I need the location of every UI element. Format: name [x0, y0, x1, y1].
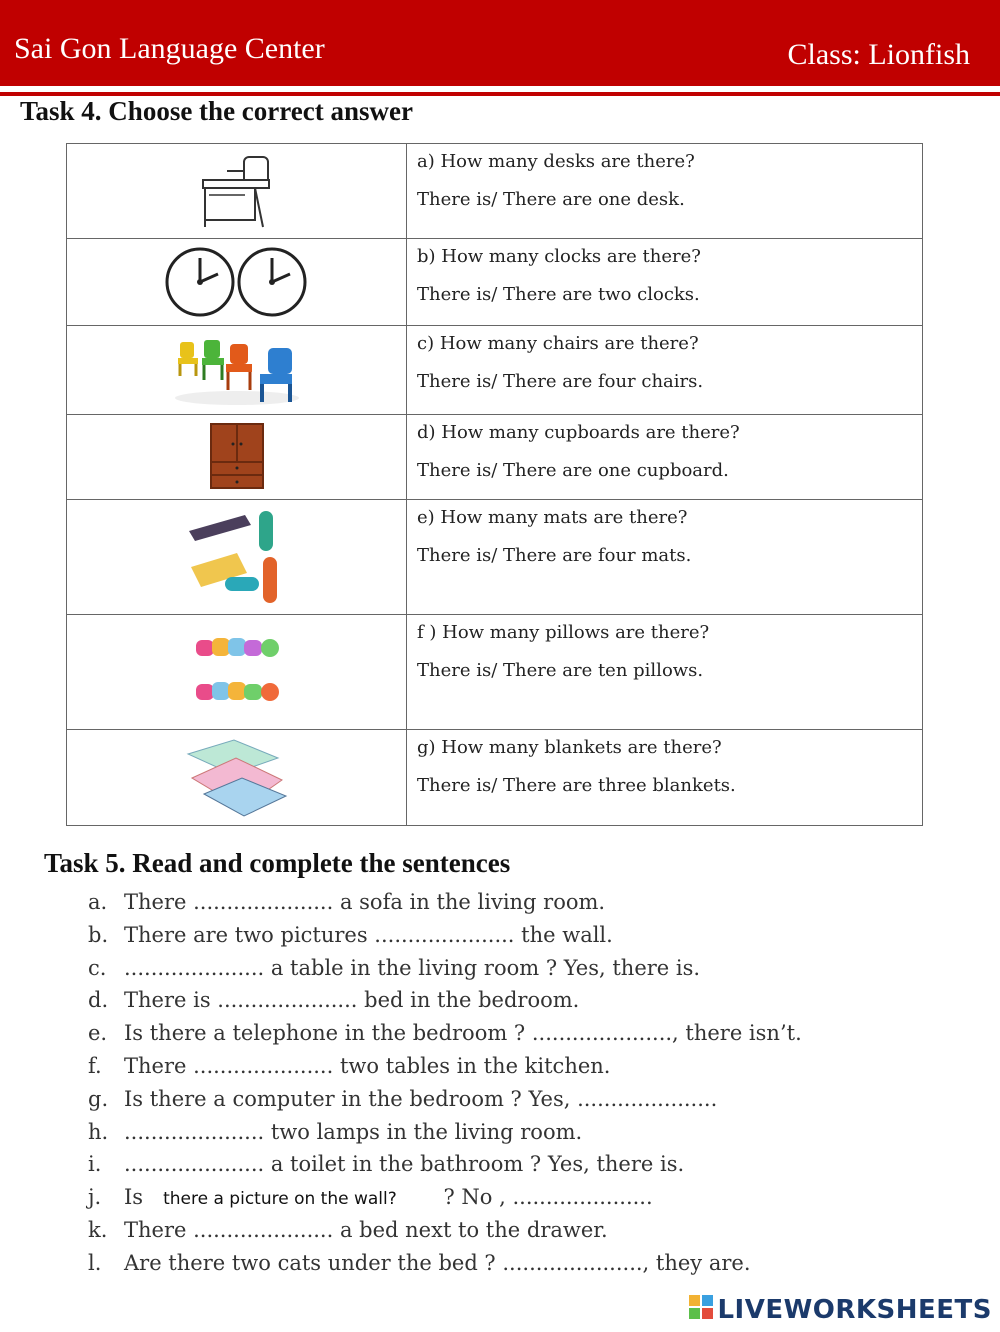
list-item — [88, 1052, 968, 1085]
table-row — [67, 615, 923, 730]
table-row — [67, 415, 923, 500]
question-cell — [407, 326, 923, 415]
class-label: Class: Lionfish — [787, 38, 970, 71]
clock-icon — [164, 246, 310, 318]
list-item — [88, 921, 968, 954]
desk-icon — [197, 153, 277, 229]
liveworksheets-logo — [689, 1295, 992, 1326]
item-letter: c. — [88, 955, 107, 980]
answer-choice[interactable]: There is/ There are two clocks. — [417, 284, 700, 305]
item-letter: d. — [88, 988, 109, 1013]
inline-answer-field[interactable]: there a picture on the wall? — [163, 1189, 397, 1210]
item-letter: h. — [88, 1119, 109, 1144]
task4-title: Task 4. Choose the correct answer — [20, 96, 413, 126]
picture-cell — [67, 615, 407, 730]
item-text[interactable]: Are there two cats under the bed ? ....................., they are. — [124, 1250, 751, 1275]
brand-name: Sai Gon Language Center — [14, 32, 325, 65]
list-item — [88, 1150, 968, 1183]
question-cell — [407, 730, 923, 826]
list-item — [88, 1216, 968, 1249]
item-text[interactable]: There is ..................... bed in the bedroom. — [124, 988, 580, 1013]
answer-choice[interactable]: There is/ There are three blankets. — [417, 775, 736, 796]
item-text[interactable]: ..................... a table in the living room ? Yes, there is. — [124, 955, 701, 980]
question-text: b) How many clocks are there? — [417, 246, 701, 267]
table-row — [67, 730, 923, 826]
answer-choice[interactable]: There is/ There are four mats. — [417, 545, 692, 566]
item-text[interactable]: ..................... a toilet in the bathroom ? Yes, there is. — [124, 1152, 685, 1177]
table-row — [67, 144, 923, 239]
list-item — [88, 1249, 968, 1282]
item-text[interactable]: Is there a telephone in the bedroom ? ....................., there isn’t. — [124, 1021, 802, 1046]
item-letter: k. — [88, 1217, 108, 1242]
item-letter: b. — [88, 922, 109, 947]
mat-icon — [185, 507, 289, 607]
list-item — [88, 1118, 968, 1151]
list-item — [88, 1019, 968, 1052]
item-letter: f. — [88, 1053, 102, 1078]
cupboard-icon — [207, 422, 267, 492]
item-text[interactable]: There ..................... a bed next to the drawer. — [124, 1217, 608, 1242]
list-item — [88, 1085, 968, 1118]
item-text[interactable]: There are two pictures ..................... the wall. — [124, 922, 613, 947]
task5-title: Task 5. Read and complete the sentences — [44, 848, 511, 878]
question-text: e) How many mats are there? — [417, 507, 688, 528]
list-item — [88, 986, 968, 1019]
item-text-before: Is — [124, 1185, 144, 1210]
item-letter: e. — [88, 1021, 108, 1046]
table-row — [67, 239, 923, 326]
item-letter: g. — [88, 1086, 109, 1111]
question-cell — [407, 415, 923, 500]
question-cell — [407, 239, 923, 326]
logo-text: LIVEWORKSHEETS — [717, 1295, 992, 1325]
picture-cell — [67, 730, 407, 826]
item-letter: j. — [88, 1185, 102, 1210]
list-item — [88, 954, 968, 987]
item-text[interactable]: There ..................... a sofa in the living room. — [124, 890, 606, 914]
picture-cell — [67, 415, 407, 500]
answer-choice[interactable]: There is/ There are ten pillows. — [417, 660, 704, 681]
list-item — [88, 1183, 968, 1216]
answer-choice[interactable]: There is/ There are one cupboard. — [417, 460, 729, 481]
item-text[interactable]: There ..................... two tables in the kitchen. — [124, 1053, 611, 1078]
question-cell — [407, 500, 923, 615]
item-letter: a. — [88, 890, 108, 914]
answer-choice[interactable]: There is/ There are one desk. — [417, 189, 685, 210]
question-text: a) How many desks are there? — [417, 151, 695, 172]
chair-icon — [172, 334, 302, 406]
task4-table — [66, 143, 923, 826]
question-text: d) How many cupboards are there? — [417, 422, 740, 443]
task5-list — [88, 888, 968, 1282]
item-letter: l. — [88, 1250, 102, 1275]
item-text-after[interactable]: ? No , ..................... — [443, 1185, 653, 1210]
item-text[interactable]: Is there a computer in the bedroom ? Yes, ..................... — [124, 1086, 718, 1111]
list-item — [88, 888, 968, 921]
item-letter: i. — [88, 1152, 102, 1177]
picture-cell — [67, 500, 407, 615]
question-cell — [407, 144, 923, 239]
question-cell — [407, 615, 923, 730]
header-banner — [0, 0, 1000, 92]
picture-cell — [67, 144, 407, 239]
blanket-icon — [182, 738, 292, 818]
logo-mark-icon — [689, 1295, 713, 1326]
question-text: f ) How many pillows are there? — [417, 622, 710, 643]
picture-cell — [67, 326, 407, 415]
table-row — [67, 326, 923, 415]
answer-choice[interactable]: There is/ There are four chairs. — [417, 371, 704, 392]
question-text: g) How many blankets are there? — [417, 737, 722, 758]
item-text[interactable]: ..................... two lamps in the living room. — [124, 1119, 583, 1144]
question-text: c) How many chairs are there? — [417, 333, 699, 354]
picture-cell — [67, 239, 407, 326]
table-row — [67, 500, 923, 615]
pillow-icon — [192, 632, 282, 712]
